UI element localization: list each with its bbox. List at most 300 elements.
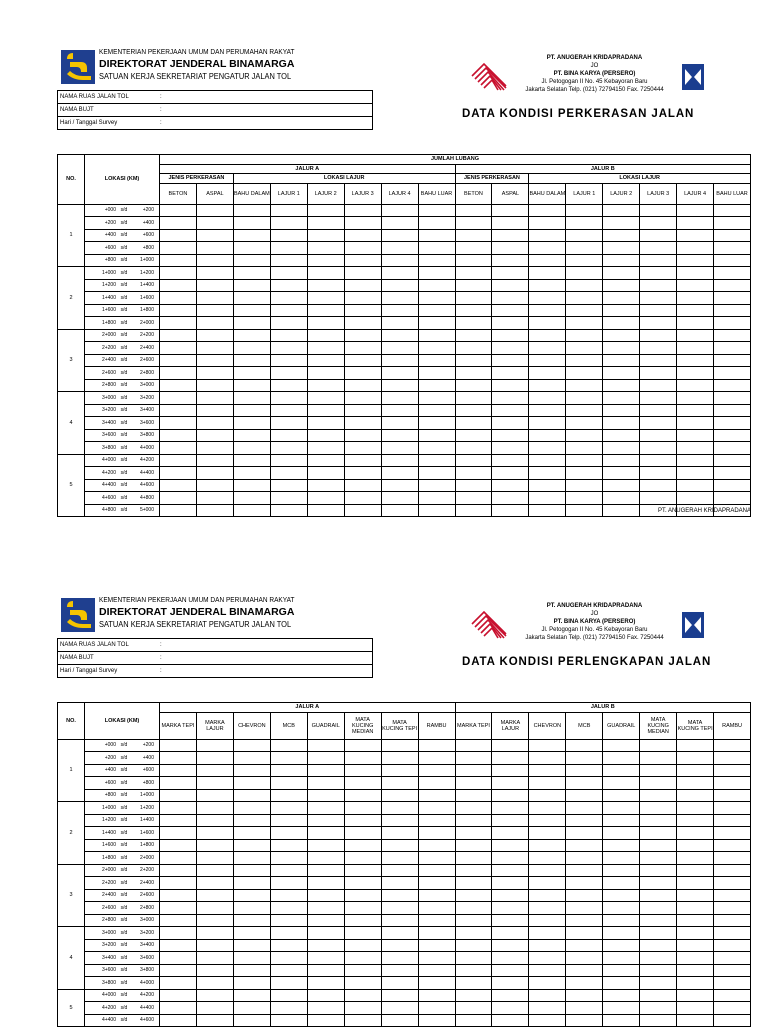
data-cell[interactable] xyxy=(492,839,529,852)
data-cell[interactable] xyxy=(566,927,603,940)
data-cell[interactable] xyxy=(640,789,677,802)
data-cell[interactable] xyxy=(492,1002,529,1015)
data-cell[interactable] xyxy=(677,827,714,840)
data-cell[interactable] xyxy=(270,454,307,467)
data-cell[interactable] xyxy=(529,342,566,355)
data-cell[interactable] xyxy=(640,317,677,330)
data-cell[interactable] xyxy=(307,504,344,517)
data-cell[interactable] xyxy=(344,802,381,815)
data-cell[interactable] xyxy=(307,304,344,317)
data-cell[interactable] xyxy=(196,429,233,442)
data-cell[interactable] xyxy=(270,292,307,305)
data-cell[interactable] xyxy=(529,454,566,467)
data-cell[interactable] xyxy=(418,989,455,1002)
data-cell[interactable] xyxy=(270,814,307,827)
data-cell[interactable] xyxy=(196,752,233,765)
data-cell[interactable] xyxy=(307,864,344,877)
data-cell[interactable] xyxy=(492,417,529,430)
data-cell[interactable] xyxy=(455,989,492,1002)
data-cell[interactable] xyxy=(492,964,529,977)
data-cell[interactable] xyxy=(566,404,603,417)
data-cell[interactable] xyxy=(344,429,381,442)
data-cell[interactable] xyxy=(270,802,307,815)
data-cell[interactable] xyxy=(640,379,677,392)
data-cell[interactable] xyxy=(307,429,344,442)
data-cell[interactable] xyxy=(529,952,566,965)
data-cell[interactable] xyxy=(160,789,197,802)
data-cell[interactable] xyxy=(677,392,714,405)
data-cell[interactable] xyxy=(455,367,492,380)
data-cell[interactable] xyxy=(196,467,233,480)
data-cell[interactable] xyxy=(529,354,566,367)
data-cell[interactable] xyxy=(381,1014,418,1027)
data-cell[interactable] xyxy=(344,777,381,790)
data-cell[interactable] xyxy=(640,467,677,480)
data-cell[interactable] xyxy=(492,342,529,355)
data-cell[interactable] xyxy=(677,367,714,380)
data-cell[interactable] xyxy=(603,789,640,802)
data-cell[interactable] xyxy=(529,329,566,342)
data-cell[interactable] xyxy=(455,889,492,902)
data-cell[interactable] xyxy=(603,279,640,292)
data-cell[interactable] xyxy=(492,367,529,380)
data-cell[interactable] xyxy=(344,367,381,380)
data-cell[interactable] xyxy=(160,902,197,915)
data-cell[interactable] xyxy=(270,379,307,392)
data-cell[interactable] xyxy=(233,777,270,790)
data-cell[interactable] xyxy=(160,429,197,442)
data-cell[interactable] xyxy=(270,504,307,517)
data-cell[interactable] xyxy=(529,977,566,990)
data-cell[interactable] xyxy=(640,989,677,1002)
data-cell[interactable] xyxy=(160,392,197,405)
data-cell[interactable] xyxy=(529,367,566,380)
data-cell[interactable] xyxy=(566,242,603,255)
data-cell[interactable] xyxy=(233,764,270,777)
data-cell[interactable] xyxy=(529,504,566,517)
data-cell[interactable] xyxy=(640,1014,677,1027)
data-cell[interactable] xyxy=(566,827,603,840)
data-cell[interactable] xyxy=(418,242,455,255)
data-cell[interactable] xyxy=(529,279,566,292)
info-row-bujt[interactable]: NAMA BUJT : xyxy=(58,104,372,117)
data-cell[interactable] xyxy=(307,777,344,790)
data-cell[interactable] xyxy=(529,492,566,505)
data-cell[interactable] xyxy=(492,1014,529,1027)
data-cell[interactable] xyxy=(344,417,381,430)
data-cell[interactable] xyxy=(233,254,270,267)
data-cell[interactable] xyxy=(566,492,603,505)
data-cell[interactable] xyxy=(418,479,455,492)
data-cell[interactable] xyxy=(160,304,197,317)
data-cell[interactable] xyxy=(307,764,344,777)
data-cell[interactable] xyxy=(492,802,529,815)
data-cell[interactable] xyxy=(344,254,381,267)
data-cell[interactable] xyxy=(677,839,714,852)
data-cell[interactable] xyxy=(196,739,233,752)
data-cell[interactable] xyxy=(640,752,677,765)
data-cell[interactable] xyxy=(677,229,714,242)
data-cell[interactable] xyxy=(714,204,751,217)
data-cell[interactable] xyxy=(344,267,381,280)
data-cell[interactable] xyxy=(714,889,751,902)
data-cell[interactable] xyxy=(640,864,677,877)
data-cell[interactable] xyxy=(418,802,455,815)
data-cell[interactable] xyxy=(566,802,603,815)
data-cell[interactable] xyxy=(455,392,492,405)
data-cell[interactable] xyxy=(160,267,197,280)
data-cell[interactable] xyxy=(529,429,566,442)
data-cell[interactable] xyxy=(307,342,344,355)
data-cell[interactable] xyxy=(492,204,529,217)
data-cell[interactable] xyxy=(455,927,492,940)
data-cell[interactable] xyxy=(270,989,307,1002)
data-cell[interactable] xyxy=(196,229,233,242)
data-cell[interactable] xyxy=(455,279,492,292)
data-cell[interactable] xyxy=(603,229,640,242)
data-cell[interactable] xyxy=(714,902,751,915)
data-cell[interactable] xyxy=(603,952,640,965)
data-cell[interactable] xyxy=(455,429,492,442)
data-cell[interactable] xyxy=(455,877,492,890)
data-cell[interactable] xyxy=(381,354,418,367)
data-cell[interactable] xyxy=(418,217,455,230)
data-cell[interactable] xyxy=(714,914,751,927)
data-cell[interactable] xyxy=(160,229,197,242)
data-cell[interactable] xyxy=(270,864,307,877)
data-cell[interactable] xyxy=(566,329,603,342)
data-cell[interactable] xyxy=(640,229,677,242)
data-cell[interactable] xyxy=(418,939,455,952)
data-cell[interactable] xyxy=(566,902,603,915)
data-cell[interactable] xyxy=(381,764,418,777)
data-cell[interactable] xyxy=(529,989,566,1002)
data-cell[interactable] xyxy=(418,342,455,355)
data-cell[interactable] xyxy=(160,467,197,480)
data-cell[interactable] xyxy=(455,304,492,317)
data-cell[interactable] xyxy=(455,802,492,815)
data-cell[interactable] xyxy=(455,329,492,342)
data-cell[interactable] xyxy=(714,739,751,752)
data-cell[interactable] xyxy=(677,952,714,965)
data-cell[interactable] xyxy=(307,392,344,405)
data-cell[interactable] xyxy=(455,354,492,367)
data-cell[interactable] xyxy=(603,417,640,430)
data-cell[interactable] xyxy=(160,852,197,865)
data-cell[interactable] xyxy=(270,429,307,442)
data-cell[interactable] xyxy=(603,864,640,877)
data-cell[interactable] xyxy=(418,864,455,877)
data-cell[interactable] xyxy=(566,442,603,455)
data-cell[interactable] xyxy=(677,889,714,902)
data-cell[interactable] xyxy=(196,329,233,342)
data-cell[interactable] xyxy=(566,379,603,392)
data-cell[interactable] xyxy=(566,977,603,990)
info-row-date[interactable]: Hari / Tanggal Survey : xyxy=(60,120,162,126)
data-cell[interactable] xyxy=(307,952,344,965)
data-cell[interactable] xyxy=(270,777,307,790)
data-cell[interactable] xyxy=(160,479,197,492)
data-cell[interactable] xyxy=(714,304,751,317)
data-cell[interactable] xyxy=(381,279,418,292)
data-cell[interactable] xyxy=(677,292,714,305)
data-cell[interactable] xyxy=(492,279,529,292)
data-cell[interactable] xyxy=(344,454,381,467)
data-cell[interactable] xyxy=(566,454,603,467)
data-cell[interactable] xyxy=(566,479,603,492)
data-cell[interactable] xyxy=(492,304,529,317)
data-cell[interactable] xyxy=(196,814,233,827)
data-cell[interactable] xyxy=(566,229,603,242)
data-cell[interactable] xyxy=(640,1002,677,1015)
data-cell[interactable] xyxy=(529,939,566,952)
info-row-ruas[interactable]: NAMA RUAS JALAN TOL : xyxy=(58,91,372,104)
data-cell[interactable] xyxy=(714,367,751,380)
data-cell[interactable] xyxy=(233,304,270,317)
data-cell[interactable] xyxy=(455,267,492,280)
data-cell[interactable] xyxy=(677,852,714,865)
data-cell[interactable] xyxy=(529,902,566,915)
data-cell[interactable] xyxy=(640,739,677,752)
data-cell[interactable] xyxy=(603,204,640,217)
data-cell[interactable] xyxy=(677,764,714,777)
data-cell[interactable] xyxy=(307,217,344,230)
data-cell[interactable] xyxy=(160,354,197,367)
data-cell[interactable] xyxy=(307,317,344,330)
data-cell[interactable] xyxy=(714,789,751,802)
data-cell[interactable] xyxy=(677,404,714,417)
data-cell[interactable] xyxy=(307,802,344,815)
data-cell[interactable] xyxy=(344,217,381,230)
data-cell[interactable] xyxy=(492,404,529,417)
data-cell[interactable] xyxy=(160,292,197,305)
data-cell[interactable] xyxy=(344,342,381,355)
data-cell[interactable] xyxy=(160,802,197,815)
data-cell[interactable] xyxy=(160,442,197,455)
data-cell[interactable] xyxy=(344,877,381,890)
data-cell[interactable] xyxy=(714,864,751,877)
data-cell[interactable] xyxy=(455,404,492,417)
data-cell[interactable] xyxy=(529,1014,566,1027)
data-cell[interactable] xyxy=(270,204,307,217)
data-cell[interactable] xyxy=(270,902,307,915)
data-cell[interactable] xyxy=(196,242,233,255)
data-cell[interactable] xyxy=(566,1002,603,1015)
data-cell[interactable] xyxy=(344,989,381,1002)
data-cell[interactable] xyxy=(714,1002,751,1015)
data-cell[interactable] xyxy=(529,852,566,865)
data-cell[interactable] xyxy=(603,392,640,405)
data-cell[interactable] xyxy=(492,889,529,902)
data-cell[interactable] xyxy=(307,467,344,480)
data-cell[interactable] xyxy=(566,1014,603,1027)
data-cell[interactable] xyxy=(566,777,603,790)
data-cell[interactable] xyxy=(381,204,418,217)
data-cell[interactable] xyxy=(381,814,418,827)
data-cell[interactable] xyxy=(603,379,640,392)
data-cell[interactable] xyxy=(344,1014,381,1027)
data-cell[interactable] xyxy=(603,292,640,305)
data-cell[interactable] xyxy=(418,952,455,965)
data-cell[interactable] xyxy=(196,1014,233,1027)
data-cell[interactable] xyxy=(418,827,455,840)
data-cell[interactable] xyxy=(381,367,418,380)
data-cell[interactable] xyxy=(603,802,640,815)
data-cell[interactable] xyxy=(196,317,233,330)
data-cell[interactable] xyxy=(529,914,566,927)
data-cell[interactable] xyxy=(492,479,529,492)
data-cell[interactable] xyxy=(492,739,529,752)
data-cell[interactable] xyxy=(529,864,566,877)
data-cell[interactable] xyxy=(418,902,455,915)
data-cell[interactable] xyxy=(677,267,714,280)
data-cell[interactable] xyxy=(233,877,270,890)
data-cell[interactable] xyxy=(677,939,714,952)
data-cell[interactable] xyxy=(566,367,603,380)
data-cell[interactable] xyxy=(233,267,270,280)
data-cell[interactable] xyxy=(603,367,640,380)
data-cell[interactable] xyxy=(714,1014,751,1027)
data-cell[interactable] xyxy=(603,927,640,940)
data-cell[interactable] xyxy=(196,939,233,952)
data-cell[interactable] xyxy=(529,467,566,480)
data-cell[interactable] xyxy=(492,952,529,965)
data-cell[interactable] xyxy=(529,777,566,790)
data-cell[interactable] xyxy=(233,317,270,330)
data-cell[interactable] xyxy=(418,267,455,280)
data-cell[interactable] xyxy=(270,242,307,255)
data-cell[interactable] xyxy=(233,1002,270,1015)
data-cell[interactable] xyxy=(344,977,381,990)
data-cell[interactable] xyxy=(381,877,418,890)
data-cell[interactable] xyxy=(714,877,751,890)
data-cell[interactable] xyxy=(640,304,677,317)
data-cell[interactable] xyxy=(307,329,344,342)
data-cell[interactable] xyxy=(677,429,714,442)
data-cell[interactable] xyxy=(455,914,492,927)
data-cell[interactable] xyxy=(381,802,418,815)
data-cell[interactable] xyxy=(344,317,381,330)
data-cell[interactable] xyxy=(492,752,529,765)
data-cell[interactable] xyxy=(307,814,344,827)
data-cell[interactable] xyxy=(603,429,640,442)
data-cell[interactable] xyxy=(233,839,270,852)
data-cell[interactable] xyxy=(196,977,233,990)
data-cell[interactable] xyxy=(492,814,529,827)
data-cell[interactable] xyxy=(603,354,640,367)
data-cell[interactable] xyxy=(677,217,714,230)
data-cell[interactable] xyxy=(270,417,307,430)
data-cell[interactable] xyxy=(677,279,714,292)
data-cell[interactable] xyxy=(233,902,270,915)
data-cell[interactable] xyxy=(566,864,603,877)
data-cell[interactable] xyxy=(344,292,381,305)
data-cell[interactable] xyxy=(640,479,677,492)
data-cell[interactable] xyxy=(492,379,529,392)
data-cell[interactable] xyxy=(603,304,640,317)
data-cell[interactable] xyxy=(381,777,418,790)
data-cell[interactable] xyxy=(196,852,233,865)
data-cell[interactable] xyxy=(603,467,640,480)
data-cell[interactable] xyxy=(307,229,344,242)
data-cell[interactable] xyxy=(344,392,381,405)
data-cell[interactable] xyxy=(640,329,677,342)
data-cell[interactable] xyxy=(714,217,751,230)
data-cell[interactable] xyxy=(344,964,381,977)
data-cell[interactable] xyxy=(418,1014,455,1027)
data-cell[interactable] xyxy=(455,939,492,952)
data-cell[interactable] xyxy=(344,329,381,342)
data-cell[interactable] xyxy=(196,292,233,305)
data-cell[interactable] xyxy=(418,442,455,455)
data-cell[interactable] xyxy=(381,927,418,940)
data-cell[interactable] xyxy=(344,752,381,765)
data-cell[interactable] xyxy=(196,902,233,915)
data-cell[interactable] xyxy=(196,914,233,927)
data-cell[interactable] xyxy=(714,229,751,242)
data-cell[interactable] xyxy=(381,839,418,852)
data-cell[interactable] xyxy=(196,267,233,280)
data-cell[interactable] xyxy=(529,317,566,330)
data-cell[interactable] xyxy=(307,1014,344,1027)
data-cell[interactable] xyxy=(492,254,529,267)
data-cell[interactable] xyxy=(196,827,233,840)
data-cell[interactable] xyxy=(233,467,270,480)
data-cell[interactable] xyxy=(160,989,197,1002)
data-cell[interactable] xyxy=(529,392,566,405)
data-cell[interactable] xyxy=(566,354,603,367)
data-cell[interactable] xyxy=(196,367,233,380)
data-cell[interactable] xyxy=(677,814,714,827)
data-cell[interactable] xyxy=(344,927,381,940)
data-cell[interactable] xyxy=(344,279,381,292)
data-cell[interactable] xyxy=(418,329,455,342)
data-cell[interactable] xyxy=(270,317,307,330)
data-cell[interactable] xyxy=(677,777,714,790)
data-cell[interactable] xyxy=(160,914,197,927)
data-cell[interactable] xyxy=(160,977,197,990)
data-cell[interactable] xyxy=(566,877,603,890)
data-cell[interactable] xyxy=(603,827,640,840)
data-cell[interactable] xyxy=(677,977,714,990)
data-cell[interactable] xyxy=(640,442,677,455)
data-cell[interactable] xyxy=(492,217,529,230)
data-cell[interactable] xyxy=(714,927,751,940)
data-cell[interactable] xyxy=(233,889,270,902)
data-cell[interactable] xyxy=(196,217,233,230)
data-cell[interactable] xyxy=(677,354,714,367)
data-cell[interactable] xyxy=(344,814,381,827)
data-cell[interactable] xyxy=(492,852,529,865)
data-cell[interactable] xyxy=(492,329,529,342)
data-cell[interactable] xyxy=(529,889,566,902)
data-cell[interactable] xyxy=(418,467,455,480)
data-cell[interactable] xyxy=(418,429,455,442)
data-cell[interactable] xyxy=(529,964,566,977)
data-cell[interactable] xyxy=(418,877,455,890)
data-cell[interactable] xyxy=(603,852,640,865)
data-cell[interactable] xyxy=(270,739,307,752)
data-cell[interactable] xyxy=(455,417,492,430)
data-cell[interactable] xyxy=(455,1002,492,1015)
data-cell[interactable] xyxy=(381,977,418,990)
data-cell[interactable] xyxy=(714,329,751,342)
data-cell[interactable] xyxy=(381,417,418,430)
data-cell[interactable] xyxy=(307,877,344,890)
data-cell[interactable] xyxy=(270,789,307,802)
data-cell[interactable] xyxy=(529,417,566,430)
data-cell[interactable] xyxy=(640,292,677,305)
